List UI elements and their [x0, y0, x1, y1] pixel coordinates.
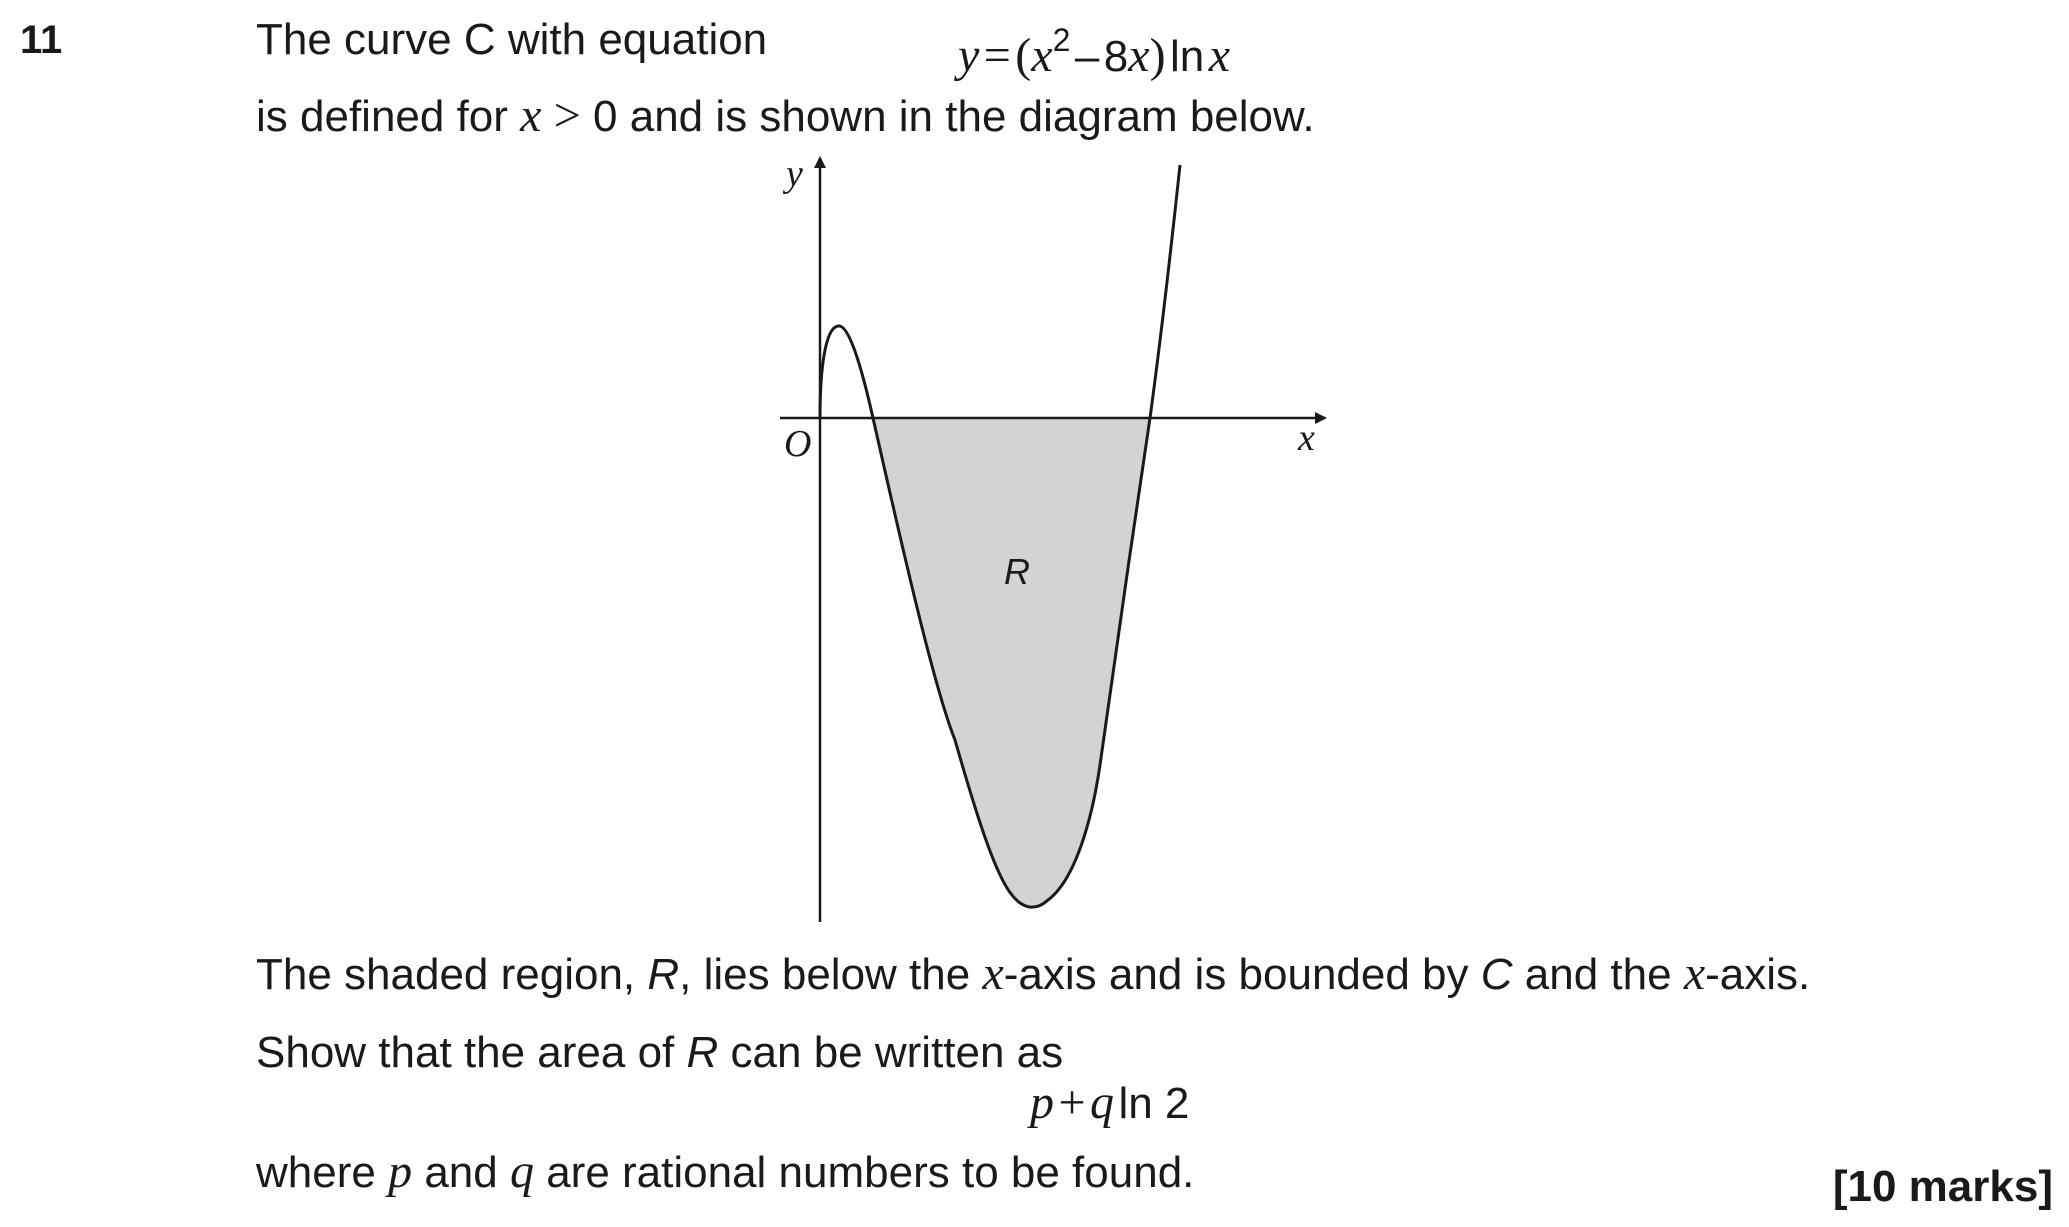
- region-label: R: [1004, 551, 1030, 592]
- line5-q: q: [509, 1145, 534, 1198]
- line3-x2: x: [1683, 947, 1706, 1000]
- eq-open: (: [1015, 29, 1032, 82]
- eq-x: x: [1031, 29, 1053, 82]
- line3-part4: and the: [1524, 950, 1672, 999]
- eq-exponent: 2: [1052, 22, 1071, 58]
- eq-minus: –: [1074, 32, 1100, 81]
- region-description: [256, 947, 1811, 1000]
- expr-p: p: [1030, 1076, 1054, 1129]
- line5-part2: and: [424, 1148, 498, 1197]
- line4-r: R: [686, 1028, 719, 1077]
- eq-equals: =: [983, 29, 1011, 82]
- line3-part2: , lies below the: [679, 950, 971, 999]
- line3-r: R: [647, 950, 680, 999]
- eq-ln: ln: [1170, 32, 1205, 81]
- x-axis-label: x: [1298, 417, 1315, 459]
- domain-pre: is defined for: [256, 92, 508, 141]
- expr-q: q: [1089, 1076, 1114, 1129]
- area-expression: [1030, 1075, 1189, 1130]
- line3-part1: The shaded region,: [256, 950, 636, 999]
- show-that-line: [256, 1028, 1064, 1077]
- where-line: [256, 1145, 1195, 1198]
- line5-part1: where: [256, 1148, 376, 1197]
- marks-label: [10 marks]: [1832, 1162, 2053, 1211]
- domain-gt: >: [553, 89, 581, 142]
- intro-text: The curve C with equation: [256, 15, 768, 64]
- expr-plus: +: [1058, 1076, 1086, 1129]
- line4-part2: can be written as: [730, 1028, 1064, 1077]
- eq-close: ): [1149, 29, 1166, 82]
- question-number: 11: [20, 18, 63, 62]
- domain-var: x: [520, 89, 542, 142]
- line4-part1: Show that the area of: [256, 1028, 675, 1077]
- line3-c: C: [1480, 950, 1513, 999]
- domain-rest: 0 and is shown in the diagram below.: [593, 92, 1315, 141]
- line3-x1: x: [982, 947, 1004, 1000]
- line5-p: p: [388, 1145, 413, 1198]
- eq-x3: x: [1208, 29, 1231, 82]
- y-axis-label: y: [786, 153, 803, 195]
- line5-part3: are rational numbers to be found.: [546, 1148, 1195, 1197]
- eq-x2: x: [1128, 29, 1150, 82]
- line3-part3: -axis and is bounded by: [1003, 950, 1469, 999]
- eq-coef: 8: [1103, 32, 1129, 81]
- shaded-region-r: [873, 418, 1150, 907]
- origin-label: O: [784, 423, 812, 465]
- eq-y: y: [958, 29, 980, 82]
- expr-ln2: ln 2: [1118, 1079, 1190, 1128]
- line3-part5: -axis.: [1705, 950, 1811, 999]
